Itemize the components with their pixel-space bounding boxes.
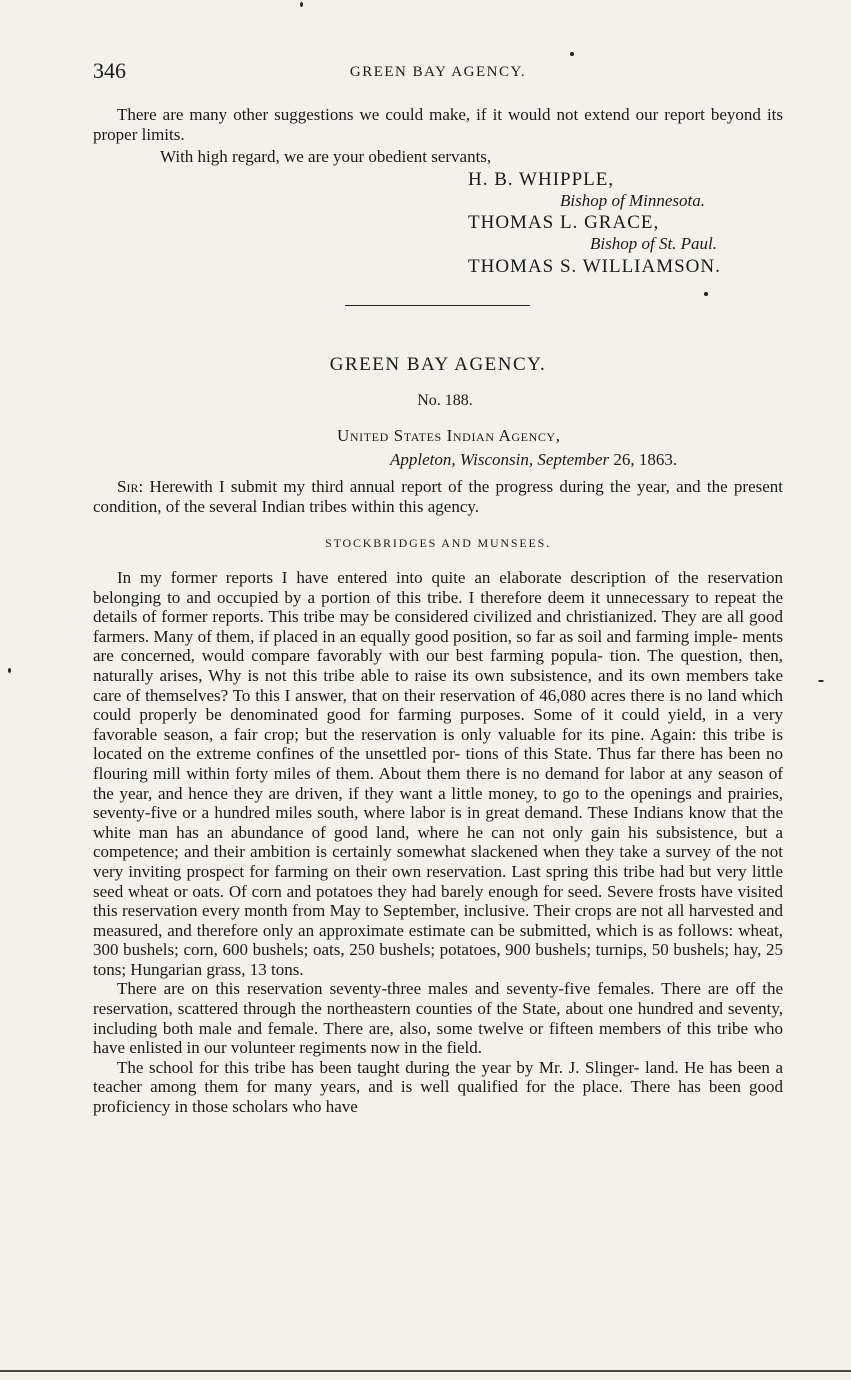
body-paragraph — [93, 568, 783, 979]
section-title: GREEN BAY AGENCY. — [329, 354, 547, 375]
signatory-name: THOMAS L. GRACE, — [468, 212, 660, 233]
report-body — [93, 568, 783, 1117]
body-line: a very favorable season, a fair crop; but the reservation is only valuable for its — [93, 705, 783, 744]
page-header — [93, 58, 783, 88]
body-line: volunteer regiments now in the field. — [230, 1038, 483, 1058]
body-line: There are on this reservation seventy-three males and seventy-five females. — [117, 979, 655, 999]
intro-paragraph — [93, 477, 783, 516]
body-line: reservation belonging to and occupied by a portion of this tribe. I therefore — [93, 568, 784, 607]
signatory-title: Bishop of Minnesota. — [560, 191, 705, 210]
body-paragraph — [93, 1058, 783, 1117]
body-line: seed. Severe frosts have visited this reservation every month from May to — [93, 881, 783, 921]
body-line: September, inclusive. Their crops are not all harvested and measured, and — [93, 901, 784, 940]
body-line: prospect for farming on their own reservation. Last spring this tribe had but — [186, 861, 712, 881]
body-line: wheat, 300 bushels; corn, 600 bushels; oats, 250 bushels; potatoes, 900 — [93, 920, 784, 960]
body-line: ments are concerned, would compare favorably with our best farming popula- — [93, 626, 784, 666]
closing-line: There are many other suggestions we could make, if it would not extend our — [117, 105, 659, 124]
body-line: of them. About them there is no demand for labor at any season of the year, — [93, 763, 784, 803]
print-speck — [8, 668, 11, 673]
body-line: The school for this tribe has been taught during the year by Mr. J. Slinger- — [117, 1057, 640, 1077]
body-line: are, also, some twelve or fifteen members of this tribe who have enlisted in our — [93, 1018, 784, 1058]
complimentary-close: With high regard, we are your obedient servants, — [160, 147, 492, 166]
previous-report-ending — [93, 105, 783, 144]
date-year: 26, 1863. — [613, 450, 678, 469]
print-speck — [570, 52, 574, 56]
body-line: These Indians know that the white man has an abundance of good land, where — [93, 803, 783, 842]
closing-line: report beyond its proper limits. — [93, 105, 784, 144]
signatory-title: Bishop of St. Paul. — [590, 234, 718, 253]
document-number: No. 188. — [417, 392, 473, 409]
body-line: certainly somewhat slackened when they take a survey of the not very inviting — [93, 842, 784, 881]
body-line: There are off the reservation, scattered through the northeastern counties of the — [93, 979, 783, 1019]
body-line: answer, that on their reservation of 46,080 acres there is no land which could — [93, 685, 784, 725]
place-line: Appleton, Wisconsin, September — [390, 450, 610, 469]
body-line: deem it unnecessary to repeat the details of former reports. This tribe may — [93, 587, 783, 627]
salutation: Sir — [117, 477, 139, 496]
body-line: very little seed wheat or oats. Of corn and potatoes they had barely enough for — [93, 861, 784, 901]
print-speck — [300, 2, 303, 7]
body-line: he can not only gain his subsistence, but a competence; and their ambition is — [93, 822, 784, 862]
body-line: and prairies, seventy-five or a hundred miles south, where labor is in great demand. — [93, 783, 783, 823]
signatory-name: H. B. WHIPPLE, — [468, 169, 615, 190]
page-edge — [0, 1370, 851, 1372]
agency-address: United States Indian Agency, — [337, 426, 561, 445]
body-line: In my former reports I have entered into quite an elaborate description of the — [117, 568, 699, 587]
intro-line: year, and the present condition, of the several Indian tribes within this agency. — [93, 477, 783, 516]
place-and-date — [390, 450, 677, 470]
body-line: pine. Again: this tribe is located on the extreme confines of the unsettled por- — [93, 724, 783, 764]
page-number: 346 — [93, 58, 126, 83]
closing-paragraph — [93, 105, 783, 144]
body-line: and hence they are driven, if they want a little money, to go to the openings — [158, 783, 692, 803]
subheading: STOCKBRIDGES AND MUNSEES. — [325, 536, 551, 550]
body-line: bushels; turnips, 50 bushels; hay, 25 tons; Hungarian grass, 13 tons. — [93, 940, 783, 979]
body-line: tions of this State. Thus far there has been no flouring mill within forty miles — [93, 744, 784, 783]
intro-line: : Herewith I submit my third annual report of the progress during the — [138, 477, 631, 496]
body-line: tion. The question, then, naturally arises, Why is not this tribe able to raise — [93, 646, 784, 685]
body-line: its own subsistence, and its own members take care of themselves? To this I — [93, 665, 784, 705]
print-speck — [704, 292, 708, 296]
body-paragraph — [93, 979, 783, 1057]
body-line: properly be denominated good for farming purposes. Some of it could yield, in — [139, 705, 729, 725]
section-divider — [345, 305, 530, 306]
body-line: land. He has been a teacher among them for many years, and is well qualified — [93, 1057, 783, 1097]
body-line: State, about one hundred and seventy, including both male and female. There — [93, 999, 784, 1038]
body-line: be considered civilized and christianized. They are all good farmers. Many — [93, 607, 783, 646]
running-head: GREEN BAY AGENCY. — [349, 64, 527, 80]
print-speck — [818, 680, 824, 682]
body-line: of them, if placed in an equally good position, so far as soil and farming imple- — [197, 626, 739, 646]
body-line: therefore only an approximate estimate can be submitted, which is as follows: — [196, 920, 734, 940]
body-line: for the place. There has been good proficiency in those scholars who have — [93, 1077, 784, 1117]
signatory-name: THOMAS S. WILLIAMSON. — [468, 256, 721, 277]
